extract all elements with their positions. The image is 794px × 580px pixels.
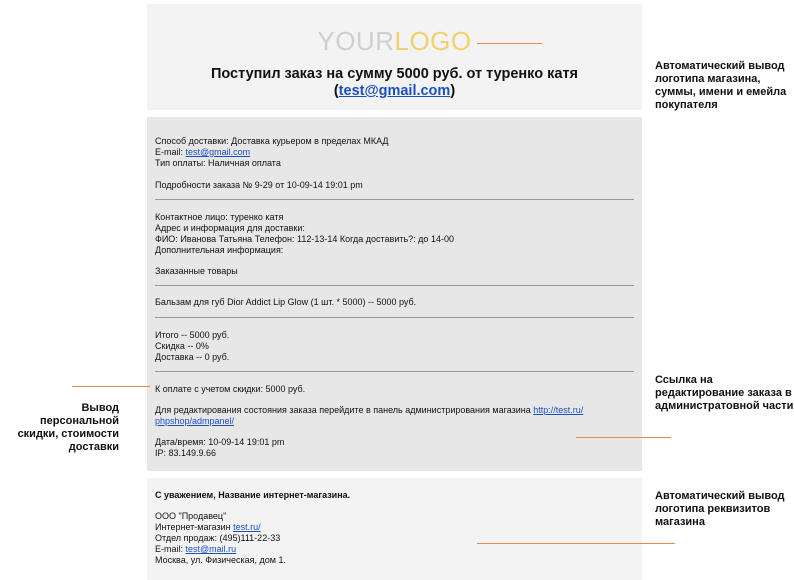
regards: С уважением, Название интернет-магазина. [155, 490, 351, 500]
payment-type: Тип оплаты: Наличная оплата [155, 158, 281, 168]
edit-order-text: Для редактирования состояния заказа перейдите в панель администрирования магазина http://test.ru/ [155, 405, 584, 415]
callout-line [576, 437, 671, 438]
edit-note: Ссылка на редактирование заказа в администратовной части [655, 374, 794, 412]
contact-person: Контактное лицо: туренко катя [155, 212, 284, 222]
email-header [147, 4, 642, 110]
logo-note: Автоматический вывод логотипа магазина, суммы, имени и емейла покупателя [655, 60, 787, 111]
discount-note: Вывод персональной скидки, стоимости доставки [17, 402, 119, 453]
divider [155, 317, 634, 318]
divider [155, 199, 634, 200]
customer-email: E-mail: test@gmail.com [155, 147, 251, 157]
shop-email: E-mail: test@mail.ru [155, 544, 237, 554]
title-email-link[interactable]: test@gmail.com [338, 83, 451, 99]
admin-panel-link-cont[interactable]: phpshop/admpanel/ [155, 416, 235, 426]
shop-site: Интернет-магазин test.ru/ [155, 522, 261, 532]
edit-order-link-cont [155, 416, 234, 427]
email-title [147, 66, 642, 100]
to-pay: К оплате с учетом скидки: 5000 руб. [155, 384, 306, 394]
admin-panel-link[interactable]: http://test.ru/ [533, 405, 584, 415]
divider [155, 371, 634, 372]
order-item: Бальзам для губ Dior Addict Lip Glow (1 шт. * 5000) -- 5000 руб. [155, 297, 417, 307]
shop-site-link[interactable]: test.ru/ [233, 522, 261, 532]
email-footer [147, 478, 642, 580]
goods-header: Заказанные товары [155, 266, 238, 276]
sales-phone: Отдел продаж: (495)111-22-33 [155, 533, 281, 543]
order-shipping: Доставка -- 0 руб. [155, 352, 230, 362]
shop-email-link[interactable]: test@mail.ru [185, 544, 237, 554]
title-email-line: (test@gmail.com) [333, 83, 456, 99]
shop-address: Москва, ул. Физическая, дом 1. [155, 555, 286, 565]
delivery-method: Способ доставки: Доставка курьером в пределах МКАД [155, 136, 389, 146]
company-name: ООО "Продавец" [155, 511, 227, 521]
order-discount: Скидка -- 0% [155, 341, 209, 351]
callout-line [72, 386, 150, 387]
shop-logo: YOURLOGO [317, 26, 472, 56]
title-line: Поступил заказ на сумму 5000 руб. от туренко катя [210, 66, 579, 82]
customer-email-link[interactable]: test@gmail.com [185, 147, 251, 157]
order-total: Итого -- 5000 руб. [155, 330, 230, 340]
order-datetime: Дата/время: 10-09-14 19:01 pm [155, 437, 285, 447]
extra-info: Дополнительная информация: [155, 245, 284, 255]
order-ip: IP: 83.149.9.66 [155, 448, 217, 458]
callout-line [477, 43, 542, 44]
email-preview [147, 4, 642, 580]
requisites-note: Автоматический вывод логотипа реквизитов магазина [655, 490, 785, 528]
order-details [147, 117, 642, 471]
order-details-header: Подробности заказа № 9-29 от 10-09-14 19:01 pm [155, 180, 363, 190]
address-info: ФИО: Иванова Татьяна Телефон: 112-13-14 Когда доставить?: до 14-00 [155, 234, 454, 244]
divider [155, 285, 634, 286]
callout-line [477, 543, 675, 544]
address-header: Адрес и информация для доставки: [155, 223, 305, 233]
